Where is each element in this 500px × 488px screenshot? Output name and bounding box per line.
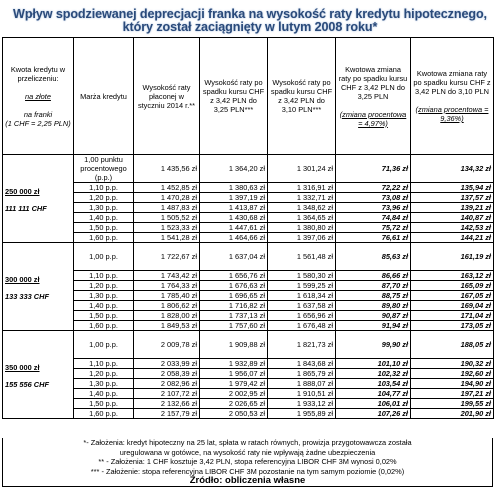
footnotes (2, 438, 493, 487)
rate-310-cell: 1 380,80 zł (268, 223, 336, 233)
title-line-1: Wpływ spodziewanej deprecjacji franka na wysokość raty kredytu hipotecznego, (13, 7, 487, 21)
change-310-cell: 134,32 zł (411, 155, 494, 183)
change-325-cell: 104,77 zł (336, 389, 411, 399)
page-title (0, 8, 500, 34)
rate-325-cell: 2 002,95 zł (200, 389, 268, 399)
paid-rate-cell: 1 452,85 zł (134, 183, 200, 193)
margin-cell: 1,00 punktu procentowego (p.p.) (74, 155, 134, 183)
rate-310-cell: 1 888,07 zł (268, 379, 336, 389)
change-325-cell: 99,90 zł (336, 331, 411, 359)
header-loan-rate: (1 CHF = 2,25 PLN) (5, 118, 71, 128)
change-310-cell: 161,19 zł (411, 243, 494, 271)
change-310-cell: 194,90 zł (411, 379, 494, 389)
change-325-cell: 87,70 zł (336, 281, 411, 291)
margin-cell: 1,00 p.p. (74, 331, 134, 359)
note-1b: uregulowana w gotówce, na wysokość raty nie wpływają żadne ubezpieczenia (119, 447, 376, 457)
paid-rate-cell: 2 157,79 zł (134, 409, 200, 419)
loan-amount-pln: 300 000 zł (5, 274, 40, 284)
header-change-310-label: Kwotowa zmiana raty po spadku kursu CHF z 3,42 PLN do 3,10 PLN (413, 69, 491, 96)
change-310-cell: 135,94 zł (411, 183, 494, 193)
header-change-310-pct: (zmiana procentowa = 9,36%) (415, 105, 489, 123)
margin-cell: 1,10 p.p. (74, 183, 134, 193)
rate-310-cell: 1 316,91 zł (268, 183, 336, 193)
table-row (3, 359, 494, 369)
table-row (3, 369, 494, 379)
change-325-cell: 106,01 zł (336, 399, 411, 409)
change-325-cell: 103,54 zł (336, 379, 411, 389)
paid-rate-cell: 2 107,72 zł (134, 389, 200, 399)
change-325-cell: 90,87 zł (336, 311, 411, 321)
change-310-cell: 190,32 zł (411, 359, 494, 369)
change-310-cell: 142,53 zł (411, 223, 494, 233)
header-paid: Wysokość raty płaconej w styczniu 2014 r.** (134, 38, 200, 155)
rate-310-cell: 1 561,48 zł (268, 243, 336, 271)
paid-rate-cell: 1 505,52 zł (134, 213, 200, 223)
header-rate-325: Wysokość raty po spadku kursu CHF z 3,42 PLN do 3,25 PLN*** (200, 38, 268, 155)
change-325-cell: 73,08 zł (336, 193, 411, 203)
rate-325-cell: 1 447,61 zł (200, 223, 268, 233)
rate-325-cell: 1 464,66 zł (200, 233, 268, 243)
source-note: Źródło: obliczenia własne (189, 475, 306, 486)
paid-rate-cell: 1 541,28 zł (134, 233, 200, 243)
header-change-325 (336, 38, 411, 155)
change-325-cell: 89,80 zł (336, 301, 411, 311)
table-row (3, 233, 494, 243)
note-1a: *- Założenia: kredyt hipoteczny na 25 lat, spłata w ratach równych, prowizja przygotowawcza została (83, 438, 412, 447)
rate-310-cell: 1 656,96 zł (268, 311, 336, 321)
rate-325-cell: 1 757,60 zł (200, 321, 268, 331)
rate-310-cell: 1 364,65 zł (268, 213, 336, 223)
loan-amount-pln: 250 000 zł (5, 186, 40, 196)
paid-rate-cell: 1 722,67 zł (134, 243, 200, 271)
change-310-cell: 169,04 zł (411, 301, 494, 311)
paid-rate-cell: 1 764,33 zł (134, 281, 200, 291)
table-body (3, 155, 494, 419)
change-310-cell: 201,90 zł (411, 409, 494, 419)
title-line-2: który został zaciągnięty w lutym 2008 roku* (122, 20, 378, 34)
loan-amount-chf: 111 111 CHF (5, 203, 47, 213)
rate-310-cell: 1 580,30 zł (268, 271, 336, 281)
rate-325-cell: 2 026,65 zł (200, 399, 268, 409)
margin-cell: 1,50 p.p. (74, 223, 134, 233)
change-310-cell: 192,60 zł (411, 369, 494, 379)
paid-rate-cell: 1 470,28 zł (134, 193, 200, 203)
rate-325-cell: 1 676,63 zł (200, 281, 268, 291)
paid-rate-cell: 1 487,83 zł (134, 203, 200, 213)
change-325-cell: 102,32 zł (336, 369, 411, 379)
loan-amount-cell (3, 243, 74, 331)
margin-cell: 1,30 p.p. (74, 203, 134, 213)
rate-310-cell: 1 933,12 zł (268, 399, 336, 409)
table-row (3, 399, 494, 409)
rate-310-cell: 1 821,73 zł (268, 331, 336, 359)
change-325-cell: 75,72 zł (336, 223, 411, 233)
margin-cell: 1,50 p.p. (74, 311, 134, 321)
rate-310-cell: 1 599,25 zł (268, 281, 336, 291)
change-310-cell: 197,21 zł (411, 389, 494, 399)
change-310-cell: 139,21 zł (411, 203, 494, 213)
table-row (3, 193, 494, 203)
rate-325-cell: 1 909,88 zł (200, 331, 268, 359)
paid-rate-cell: 1 806,62 zł (134, 301, 200, 311)
header-change-325-label: Kwotowa zmiana raty po spadku kursu CHF z 3,42 PLN do 3,25 PLN (338, 64, 408, 101)
header-loan (3, 38, 74, 155)
paid-rate-cell: 2 058,39 zł (134, 369, 200, 379)
rate-310-cell: 1 676,48 zł (268, 321, 336, 331)
paid-rate-cell: 1 435,56 zł (134, 155, 200, 183)
rate-325-cell: 1 737,13 zł (200, 311, 268, 321)
paid-rate-cell: 2 132,66 zł (134, 399, 200, 409)
margin-cell: 1,40 p.p. (74, 213, 134, 223)
header-change-325-pct: (zmiana procentowa = 4,97%) (339, 109, 407, 128)
change-310-cell: 188,05 zł (411, 331, 494, 359)
margin-cell: 1,30 p.p. (74, 379, 134, 389)
change-325-cell: 107,26 zł (336, 409, 411, 419)
table-row (3, 243, 494, 271)
table-row (3, 379, 494, 389)
table-row (3, 301, 494, 311)
margin-cell: 1,20 p.p. (74, 281, 134, 291)
paid-rate-cell: 1 849,53 zł (134, 321, 200, 331)
paid-rate-cell: 1 785,40 zł (134, 291, 200, 301)
table-row (3, 281, 494, 291)
paid-rate-cell: 1 743,42 zł (134, 271, 200, 281)
change-325-cell: 74,84 zł (336, 213, 411, 223)
loan-amount-cell (3, 155, 74, 243)
margin-cell: 1,20 p.p. (74, 193, 134, 203)
paid-rate-cell: 2 009,78 zł (134, 331, 200, 359)
table-row (3, 331, 494, 359)
change-310-cell: 163,12 zł (411, 271, 494, 281)
margin-cell: 1,10 p.p. (74, 271, 134, 281)
note-2: ** - Założenia: 1 CHF kosztuje 3,42 PLN, stopa referencyjna LIBOR CHF 3M wynosi 0,02% (98, 457, 397, 466)
table-row (3, 311, 494, 321)
rate-325-cell: 1 979,42 zł (200, 379, 268, 389)
table-row (3, 213, 494, 223)
rate-325-cell: 1 696,65 zł (200, 291, 268, 301)
margin-cell: 1,10 p.p. (74, 359, 134, 369)
margin-cell: 1,30 p.p. (74, 291, 134, 301)
margin-cell: 1,60 p.p. (74, 321, 134, 331)
rate-table (2, 37, 494, 419)
rate-325-cell: 1 380,63 zł (200, 183, 268, 193)
loan-amount-chf: 133 333 CHF (5, 291, 49, 301)
margin-cell: 1,60 p.p. (74, 409, 134, 419)
rate-310-cell: 1 618,34 zł (268, 291, 336, 301)
change-325-cell: 76,61 zł (336, 233, 411, 243)
change-310-cell: 165,09 zł (411, 281, 494, 291)
change-325-cell: 71,36 zł (336, 155, 411, 183)
rate-325-cell: 2 050,53 zł (200, 409, 268, 419)
change-325-cell: 72,22 zł (336, 183, 411, 193)
paid-rate-cell: 1 523,33 zł (134, 223, 200, 233)
rate-310-cell: 1 637,58 zł (268, 301, 336, 311)
rate-325-cell: 1 637,04 zł (200, 243, 268, 271)
header-margin: Marża kredytu (74, 38, 134, 155)
rate-310-cell: 1 348,62 zł (268, 203, 336, 213)
change-325-cell: 85,63 zł (336, 243, 411, 271)
paid-rate-cell: 2 082,96 zł (134, 379, 200, 389)
rate-325-cell: 1 430,68 zł (200, 213, 268, 223)
change-325-cell: 91,94 zł (336, 321, 411, 331)
change-310-cell: 140,87 zł (411, 213, 494, 223)
change-325-cell: 73,96 zł (336, 203, 411, 213)
margin-cell: 1,20 p.p. (74, 369, 134, 379)
header-loan-pln: na złote (25, 91, 51, 101)
change-325-cell: 101,10 zł (336, 359, 411, 369)
paid-rate-cell: 1 828,00 zł (134, 311, 200, 321)
loan-amount-cell (3, 331, 74, 419)
change-310-cell: 171,04 zł (411, 311, 494, 321)
table-row (3, 389, 494, 399)
rate-310-cell: 1 910,51 zł (268, 389, 336, 399)
change-310-cell: 199,55 zł (411, 399, 494, 409)
table-row (3, 183, 494, 193)
rate-325-cell: 1 656,76 zł (200, 271, 268, 281)
margin-cell: 1,50 p.p. (74, 399, 134, 409)
header-row (3, 38, 494, 155)
rate-310-cell: 1 301,24 zł (268, 155, 336, 183)
rate-310-cell: 1 865,79 zł (268, 369, 336, 379)
rate-310-cell: 1 397,06 zł (268, 233, 336, 243)
table-row (3, 271, 494, 281)
margin-cell: 1,40 p.p. (74, 389, 134, 399)
rate-325-cell: 1 397,19 zł (200, 193, 268, 203)
rate-325-cell: 1 716,82 zł (200, 301, 268, 311)
rate-310-cell: 1 843,68 zł (268, 359, 336, 369)
table-row (3, 321, 494, 331)
change-310-cell: 137,57 zł (411, 193, 494, 203)
margin-cell: 1,60 p.p. (74, 233, 134, 243)
change-310-cell: 167,05 zł (411, 291, 494, 301)
header-change-310 (411, 38, 494, 155)
rate-325-cell: 1 364,20 zł (200, 155, 268, 183)
rate-325-cell: 1 932,89 zł (200, 359, 268, 369)
loan-amount-pln: 350 000 zł (5, 362, 40, 372)
table-row (3, 223, 494, 233)
table-row (3, 291, 494, 301)
table-row (3, 155, 494, 183)
table-row (3, 203, 494, 213)
margin-cell: 1,00 p.p. (74, 243, 134, 271)
table-row (3, 409, 494, 419)
change-310-cell: 173,05 zł (411, 321, 494, 331)
rate-310-cell: 1 955,89 zł (268, 409, 336, 419)
rate-325-cell: 1 956,07 zł (200, 369, 268, 379)
rate-310-cell: 1 332,71 zł (268, 193, 336, 203)
change-325-cell: 88,75 zł (336, 291, 411, 301)
loan-amount-chf: 155 556 CHF (5, 379, 49, 389)
change-325-cell: 86,66 zł (336, 271, 411, 281)
note-3: *** - Założenie: stopa referencyjna LIBOR CHF 3M pozostanie na tym samym poziomie (0,02%) (90, 466, 405, 476)
rate-325-cell: 1 413,87 zł (200, 203, 268, 213)
margin-cell: 1,40 p.p. (74, 301, 134, 311)
header-rate-310: Wysokość raty po spadku kursu CHF z 3,42 PLN do 3,10 PLN*** (268, 38, 336, 155)
change-310-cell: 144,21 zł (411, 233, 494, 243)
paid-rate-cell: 2 033,99 zł (134, 359, 200, 369)
header-loan-chf: na franki (23, 109, 53, 119)
header-loan-label: Kwota kredytu w przeliczeniu: (10, 64, 66, 83)
